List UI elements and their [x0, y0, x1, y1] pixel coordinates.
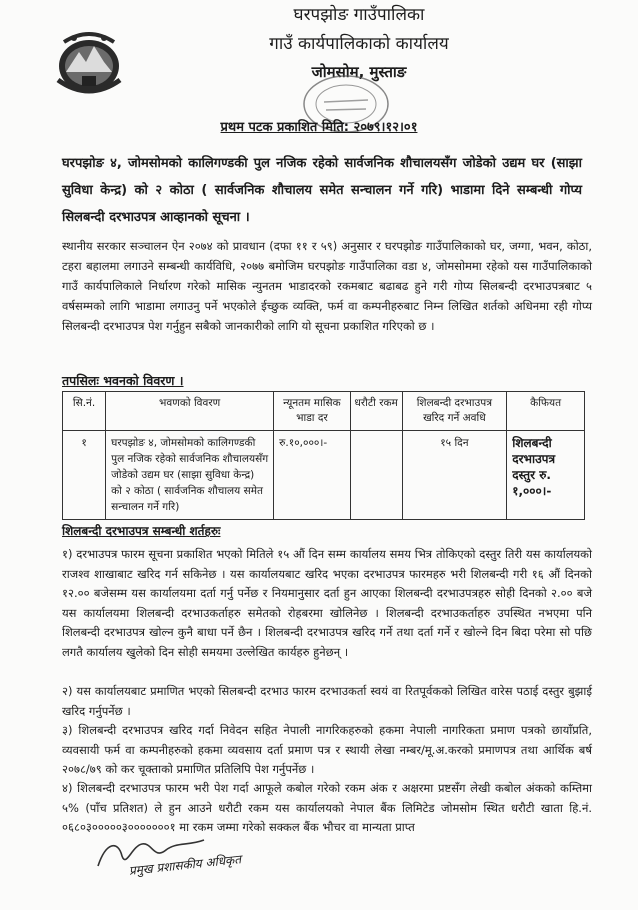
cell-sn: १: [63, 431, 106, 520]
published-date: प्रथम पटक प्रकाशित मिति: २०७९।१२।०१: [220, 120, 418, 135]
term-3: ३) शिलबन्दी दरभाउपत्र खरिद गर्दा निवेदन सहित नेपाली नागरिकहरुको हकमा नेपाली नागरिकता प्रमाण पत्रको छायाँप्रति, व्यवसायी फर्म वा कम्पनीहरुको हकमा व्यवसाय दर्ता प्रमाण पत्र र स्थायी लेखा नम्बर/मू.अ.करको प्रमाणपत्र तथा आर्थिक बर्ष २०७८/७९ को कर चूक्ताको प्रमाणित प्रतिलिपि पेश गर्नुपर्नेछ ।: [62, 723, 592, 776]
terms-title: शिलबन्दी दरभाउपत्र सम्बन्धी शर्तहरुः: [62, 524, 221, 538]
table-row: [63, 431, 585, 520]
intro-paragraph: स्थानीय सरकार सञ्चालन ऐन २०७४ को प्रावधान (दफा ११ र ५९) अनुसार र घरपझोङ गाउँपालिकाको घर, जग्गा, भवन, कोठा, टहरा बहालमा लगाउने सम्बन्धी कार्यविधि, २०७७ बमोजिम घरपझोङ गाउँपालिका वडा ४, जोमसोममा रहेको यस गाउँपालिकाको गाउँ कार्यपालिकाले निर्धारण गरेको मासिक न्युनतम भाडादरको रकमबाट बढाबढ हुने गरी गोप्य सिलबन्दी दरभाउपत्रबाट ५ वर्षसम्मको लागि भाडामा लगाउनु पर्ने भएकोले ईच्छुक व्यक्ति, फर्म वा कम्पनीहरुबाट निम्न लिखित शर्तको अधिनमा रही गोप्य सिलबन्दी दरभाउपत्र पेश गर्नुहुन सबैको जानकारीको लागि यो सूचना प्रकाशित गरिएको छ ।: [62, 239, 592, 333]
cell-min-rent: रु.१०,०००।-: [274, 431, 351, 520]
office-subtitle: गाउँ कार्यपालिकाको कार्यालय: [269, 34, 449, 54]
cell-purchase-period: १५ दिन: [402, 431, 507, 520]
term-4: ४) शिलबन्दी दरभाउपत्र फारम भरी पेश गर्दा आफूले कबोल गरेको रकम अंक र अक्षरमा प्रष्टसँग लेखी कबोल अंकको कम्तिमा ५% (पाँच प्रतिशत) ले हुन आउने धरौटी रकम यस कार्यालयको नेपाल बैंक लिमिटेड जोमसोम स्थित धरौटी खाता हि.नं. ०६८०३०००००३०००००००१ मा रकम जम्मा गरेको सक्कल बैंक भौचर वा मान्यता प्राप्त: [62, 781, 592, 834]
header-remarks: कैफियत: [507, 392, 585, 431]
header-sn: सि.नं.: [63, 392, 106, 431]
office-location: जोमसोम, मुस्ताङ: [311, 63, 407, 81]
notice-title: घरपझोङ ४, जोमसोमको कालिगण्डकी पुल नजिक रहेको सार्वजनिक शौचालयसँग जोडेको उद्यम घर (साझा सुविधा केन्द्र) को २ कोठा ( सार्वजनिक शौचालय समेत सन्चालन गर्ने गरि) भाडामा दिने सम्बन्धी गोप्य सिलबन्दी दरभाउपत्र आव्हानको सूचना ।: [62, 156, 582, 225]
header-purchase-period: शिलबन्दी दरभाउपत्र खरिद गर्ने अवधि: [402, 392, 507, 431]
term-2: २) यस कार्यालयबाट प्रमाणित भएको सिलबन्दी दरभाउ फारम दरभाउकर्ता स्वयं वा रितपूर्वकको लिखित वारेस पठाई दस्तुर बुझाई खरिद गर्नुपर्नेछ ।: [62, 684, 592, 718]
term-1: १) दरभाउपत्र फारम सूचना प्रकाशित भएको मितिले १५ औं दिन सम्म कार्यालय समय भित्र तोकिएको दस्तुर तिरी यस कार्यालयको राजश्व शाखाबाट खरिद गर्न सकिनेछ । यस कार्यालयबाट खरिद भएका दरभाउपत्र फारमहरु भरी शिलबन्दी गरी १६ औं दिनको १२.०० बजेसम्म यस कार्यालयमा दर्ता गर्नु पर्नेछ र नियमानुसार दर्ता हुन आएका शिलबन्दी दरभाउपत्रहरु सोही दिनको २.०० बजे यस कार्यालयमा शिलबन्दी दरभाउकर्ताहरु समेतको रोहबरमा खोलिनेछ । शिलबन्दी दरभाउकर्ताहरु उपस्थित नभएमा पनि शिलबन्दी दरभाउपत्र खोल्न कुनै बाधा पर्ने छैन । शिलबन्दी दरभाउपत्र खरिद गर्ने तथा दर्ता गर्ने र खोल्ने दिन बिदा परेमा सो पछि लगतै कार्यालय खुलेको दिन सोही समयमा उल्लेखित कार्यहरु हुनेछन् ।: [62, 547, 592, 659]
cell-remarks: शिलबन्दी दरभाउपत्र दस्तुर रु. १,०००।-: [507, 431, 585, 520]
header-min-rent: न्यूनतम मासिक भाडा दर: [274, 392, 351, 431]
cell-deposit: [350, 431, 402, 520]
header-description: भवणको विवरण: [106, 392, 274, 431]
building-details-table: [62, 391, 585, 520]
header-deposit: धरौटी रकम: [350, 392, 402, 431]
table-header-row: [63, 392, 585, 431]
office-name: घरपझोङ गाउँपालिका: [293, 5, 425, 25]
table-section-title: तपसिलः भवनको विवरण ।: [62, 373, 184, 388]
signatory-title: प्रमुख प्रशासकीय अधिकृत: [128, 852, 242, 878]
cell-description: घरपझोङ ४, जोमसोमको कालिगण्डकी पुल नजिक रहेको सार्वजनिक शौचालयसँग जोडेको उद्यम घर (साझा सुविधा केन्द्र) को २ कोठा ( सार्वजनिक शौचालय समेत सन्चालन गर्ने गरि): [106, 431, 274, 520]
